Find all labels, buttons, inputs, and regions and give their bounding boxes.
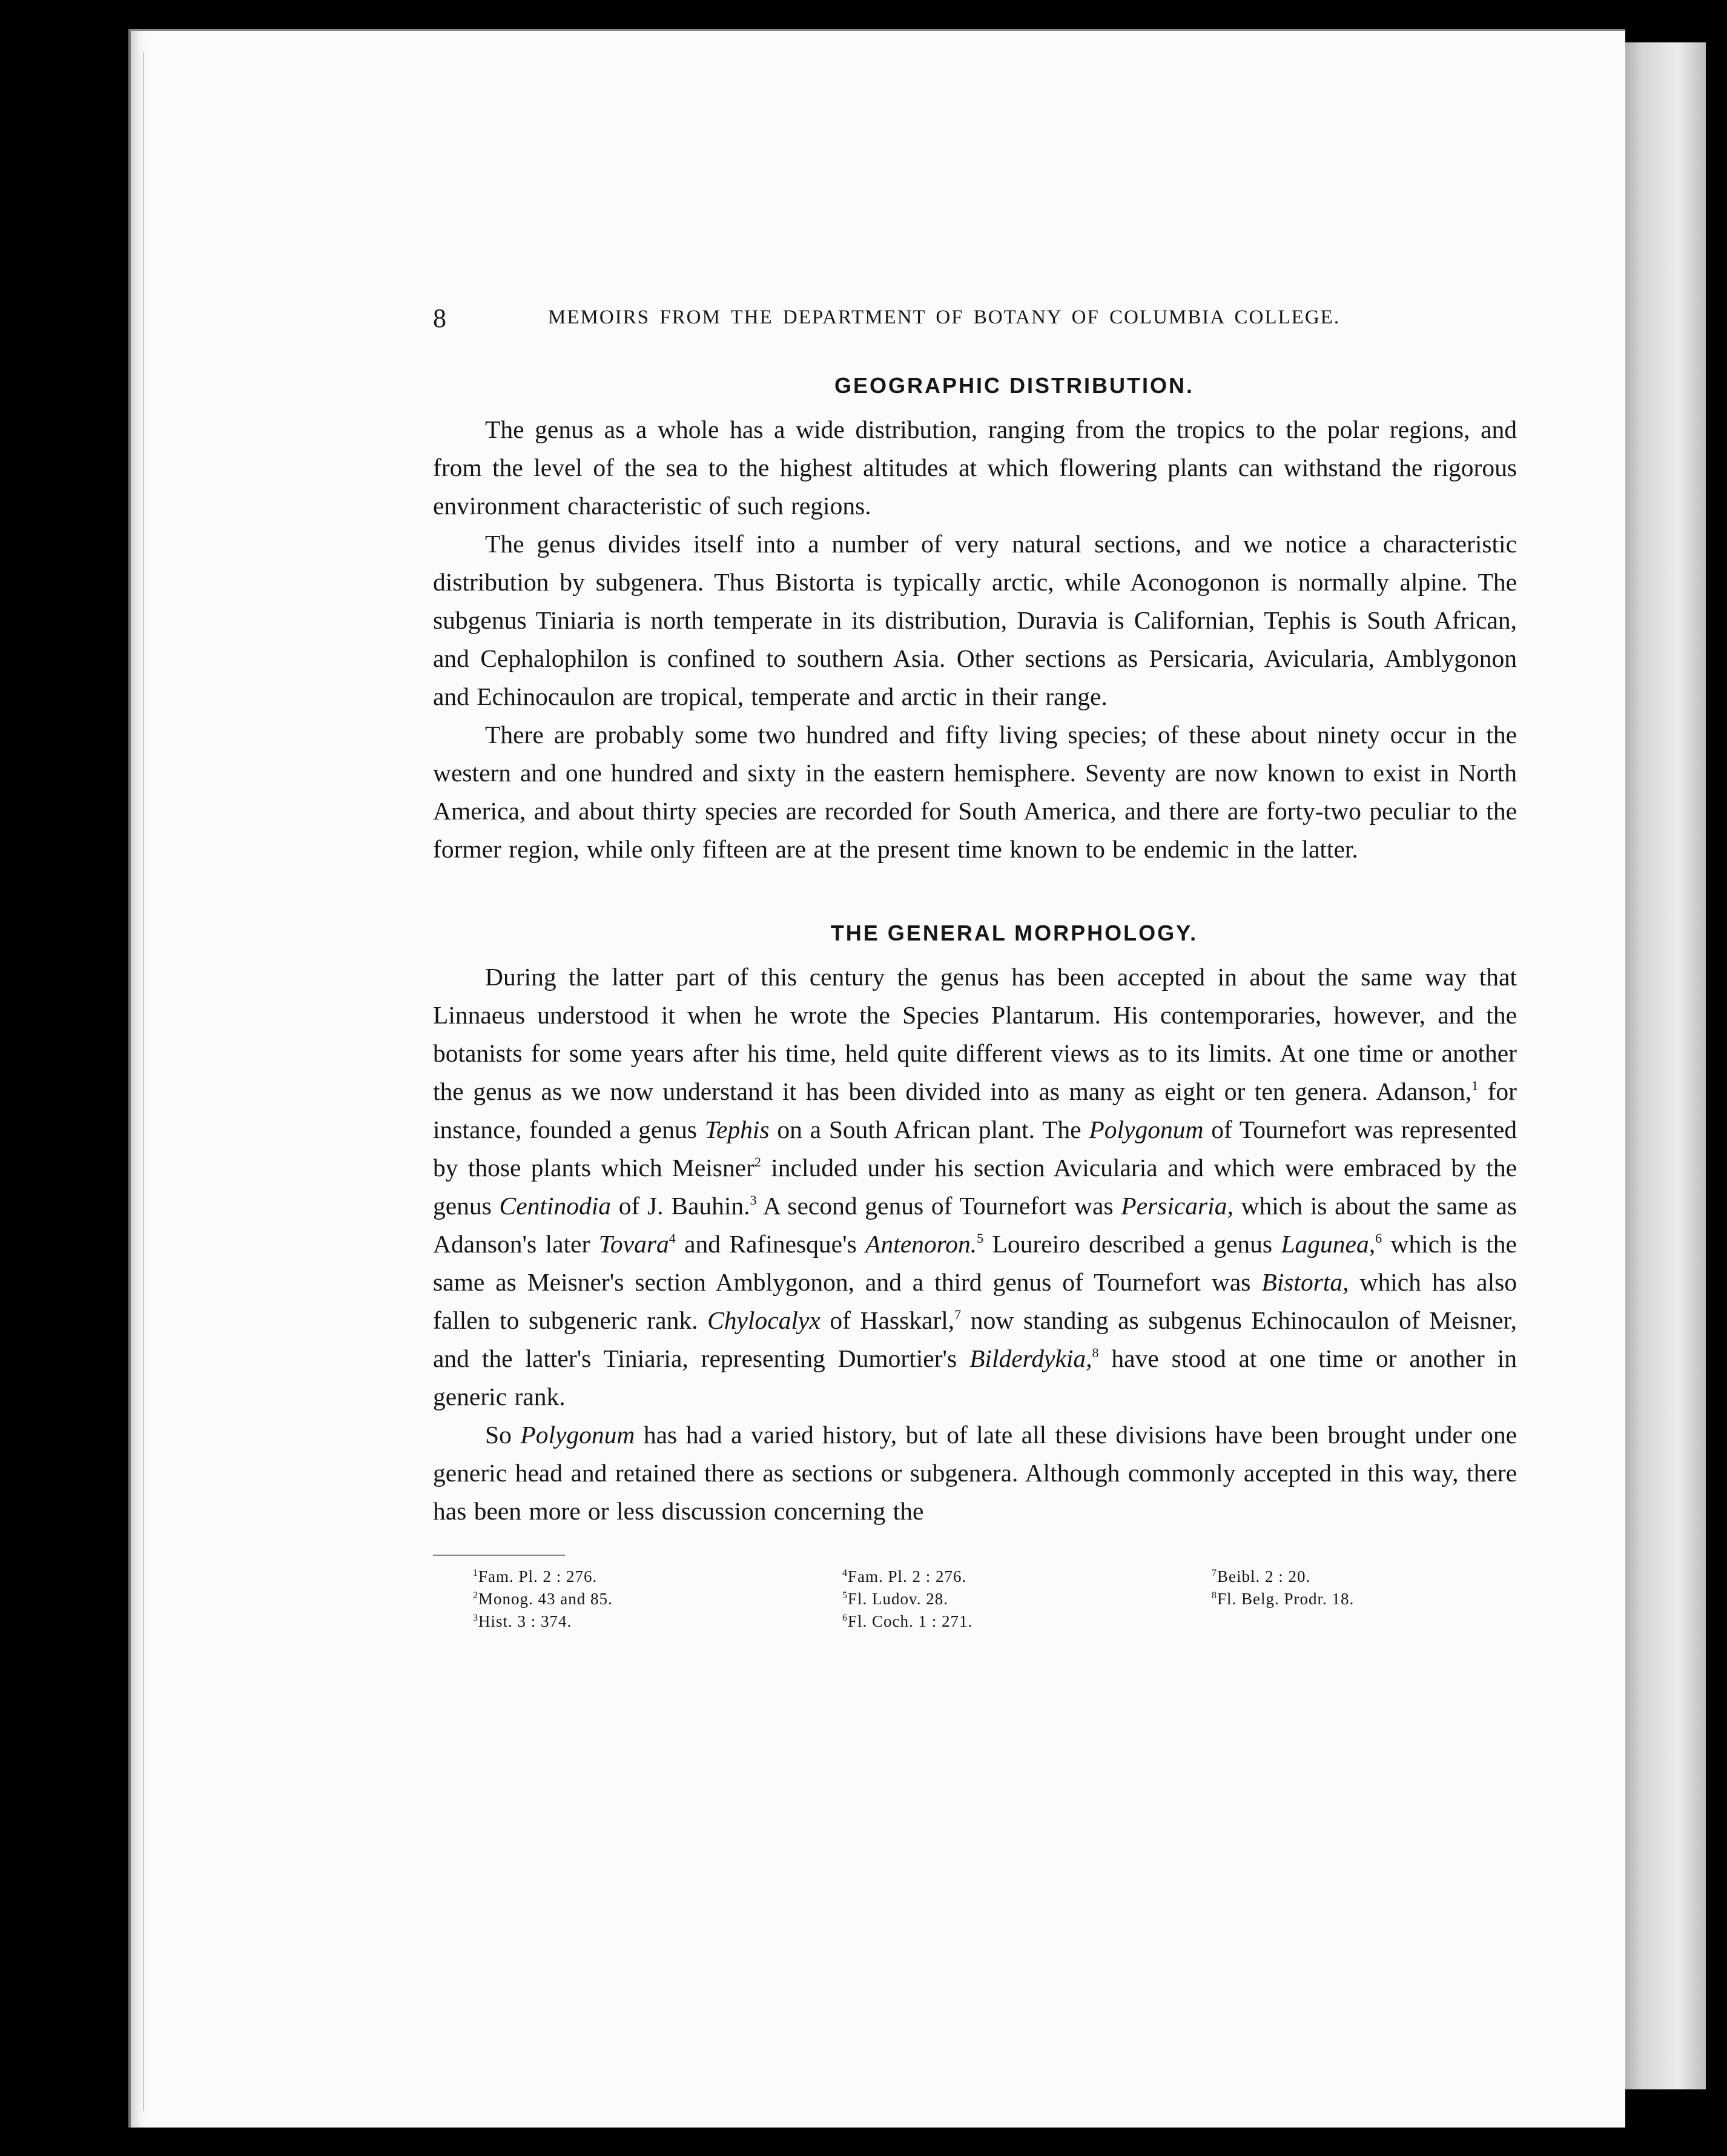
genus-name: Tephis xyxy=(704,1116,770,1143)
footnote-ref: 2 xyxy=(754,1154,761,1169)
footnote xyxy=(1212,1588,1557,1610)
footnote-text: Fl. Ludov. 28. xyxy=(848,1590,949,1608)
genus-name: Antenoron. xyxy=(865,1230,977,1258)
footnote xyxy=(473,1566,842,1588)
text-run: of Hasskarl, xyxy=(820,1306,955,1334)
text-run: During the latter part of this century the genus has been accepted in about the same way that Linnaeus understood it when he wrote the Species Plantarum. His contemporaries, however, and the botanists for some years after his time, held quite different views as to its limits. At one time or another the genus as we now understand it has been divided into as many as eight or ten genera. Adanson, xyxy=(433,963,1517,1105)
paragraph xyxy=(433,1416,1517,1530)
footnote-text: Fl. Coch. 1 : 271. xyxy=(848,1612,973,1630)
page-edge-shadow xyxy=(1614,42,1706,2089)
footnote-text: Fam. Pl. 2 : 276. xyxy=(478,1567,598,1586)
footnote-ref: 7 xyxy=(954,1307,962,1322)
footnote-number: 8 xyxy=(1212,1590,1217,1601)
paragraph: There are probably some two hundred and fifty living species; of these about ninety occur in the western and one hundred and sixty in the eastern hemisphere. Seventy are now known to exist in North America, and about thirty species are recorded for South America, and there are forty-two peculiar to the former region, while only fifteen are at the present time known to be endemic in the latter. xyxy=(433,721,1517,863)
text-run: A second genus of Tournefort was xyxy=(756,1192,1121,1220)
footnote-rule xyxy=(433,1555,565,1556)
running-title: MEMOIRS FROM THE DEPARTMENT OF BOTANY OF COLUMBIA COLLEGE. xyxy=(548,306,1341,328)
section-heading-morphology: THE GENERAL MORPHOLOGY. xyxy=(830,921,1198,945)
genus-name: Tovara xyxy=(598,1230,669,1258)
footnote xyxy=(1212,1566,1557,1588)
footnote-number: 3 xyxy=(473,1613,478,1623)
footnote-text: Beibl. 2 : 20. xyxy=(1217,1567,1311,1586)
footnote-ref: 5 xyxy=(977,1231,984,1246)
footnote-number: 1 xyxy=(473,1568,478,1578)
text-run: now standing as subgenus Echinocaulon of Meisner, and the latter's Tiniaria, representing Dumortier's xyxy=(433,1306,1517,1372)
footnote-ref: 3 xyxy=(750,1192,757,1208)
footnote-number: 4 xyxy=(842,1568,848,1578)
footnote-number: 7 xyxy=(1212,1568,1217,1578)
footnote-text: Hist. 3 : 374. xyxy=(478,1612,572,1630)
footnote xyxy=(473,1588,842,1610)
page-number: 8 xyxy=(433,303,446,333)
footnotes xyxy=(433,1566,1517,1633)
genus-name: Polygonum xyxy=(1089,1116,1204,1143)
footnote xyxy=(842,1588,1212,1610)
genus-name: Bistorta, xyxy=(1261,1268,1349,1296)
text-run: have stood at one time or another in generic rank. xyxy=(433,1344,1517,1410)
page-content xyxy=(433,303,1517,1633)
footnote xyxy=(842,1610,1212,1633)
genus-name: Centinodia xyxy=(499,1192,611,1220)
genus-name: Chylocalyx xyxy=(707,1306,821,1334)
footnote-ref: 8 xyxy=(1092,1345,1099,1360)
text-run: So xyxy=(485,1421,521,1449)
text-run: included under his section Avicularia and which were embraced by the genus xyxy=(433,1154,1517,1220)
running-head xyxy=(433,303,1517,337)
text-run: on a South African plant. The xyxy=(769,1116,1089,1143)
paragraph: The genus divides itself into a number of very natural sections, and we notice a characteristic distribution by subgenera. Thus Bistorta is typically arctic, while Aconogonon is normally alpine. The subgenus Tiniaria is north temperate in its distribution, Duravia is Californian, Tephis is South African, and Cephalophilon is confined to southern Asia. Other sections as Persicaria, Avicularia, Amblygonon and Echinocaulon are tropical, temperate and arctic in their range. xyxy=(433,530,1517,710)
footnote-number: 5 xyxy=(842,1590,848,1601)
section-heading-geographic: GEOGRAPHIC DISTRIBUTION. xyxy=(834,373,1195,398)
footnote xyxy=(473,1610,842,1633)
genus-name: Bilderdykia, xyxy=(969,1344,1092,1372)
footnote-text: Fl. Belg. Prodr. 18. xyxy=(1217,1590,1355,1608)
paragraph xyxy=(433,958,1517,1416)
genus-name: Persicaria, xyxy=(1121,1192,1233,1220)
text-run: which has also fallen to subgeneric rank. xyxy=(433,1268,1517,1334)
text-run: has had a varied history, but of late all these divisions have been brought under one generic head and retained there as sections or subgenera. Although commonly accepted in this way, there has been more or less discussion concerning the xyxy=(433,1421,1517,1525)
footnote-text: Monog. 43 and 85. xyxy=(478,1590,613,1608)
text-run: for instance, founded a genus xyxy=(433,1077,1517,1143)
text-run: which is about the same as Adanson's later xyxy=(433,1192,1517,1258)
footnote-ref: 4 xyxy=(669,1231,676,1246)
footnote-ref: 6 xyxy=(1375,1231,1382,1246)
footnote-number: 6 xyxy=(842,1613,848,1623)
footnote-number: 2 xyxy=(473,1590,478,1601)
text-run: Loureiro described a genus xyxy=(983,1230,1281,1258)
text-run: of Tournefort was represented by those plants which Meisner xyxy=(433,1116,1517,1182)
text-run: of J. Bauhin. xyxy=(611,1192,750,1220)
text-run: and Rafinesque's xyxy=(675,1230,866,1258)
genus-name: Polygonum xyxy=(520,1421,635,1449)
footnote-text: Fam. Pl. 2 : 276. xyxy=(848,1567,967,1586)
text-run: which is the same as Meisner's section Amblygonon, and a third genus of Tournefort was xyxy=(433,1230,1517,1296)
genus-name: Lagunea, xyxy=(1281,1230,1376,1258)
footnote xyxy=(842,1566,1212,1588)
footnote-ref: 1 xyxy=(1471,1078,1479,1093)
paragraph: The genus as a whole has a wide distribution, ranging from the tropics to the polar regions, and from the level of the sea to the highest altitudes at which flowering plants can withstand the rigorous environment characteristic of such regions. xyxy=(433,415,1517,520)
